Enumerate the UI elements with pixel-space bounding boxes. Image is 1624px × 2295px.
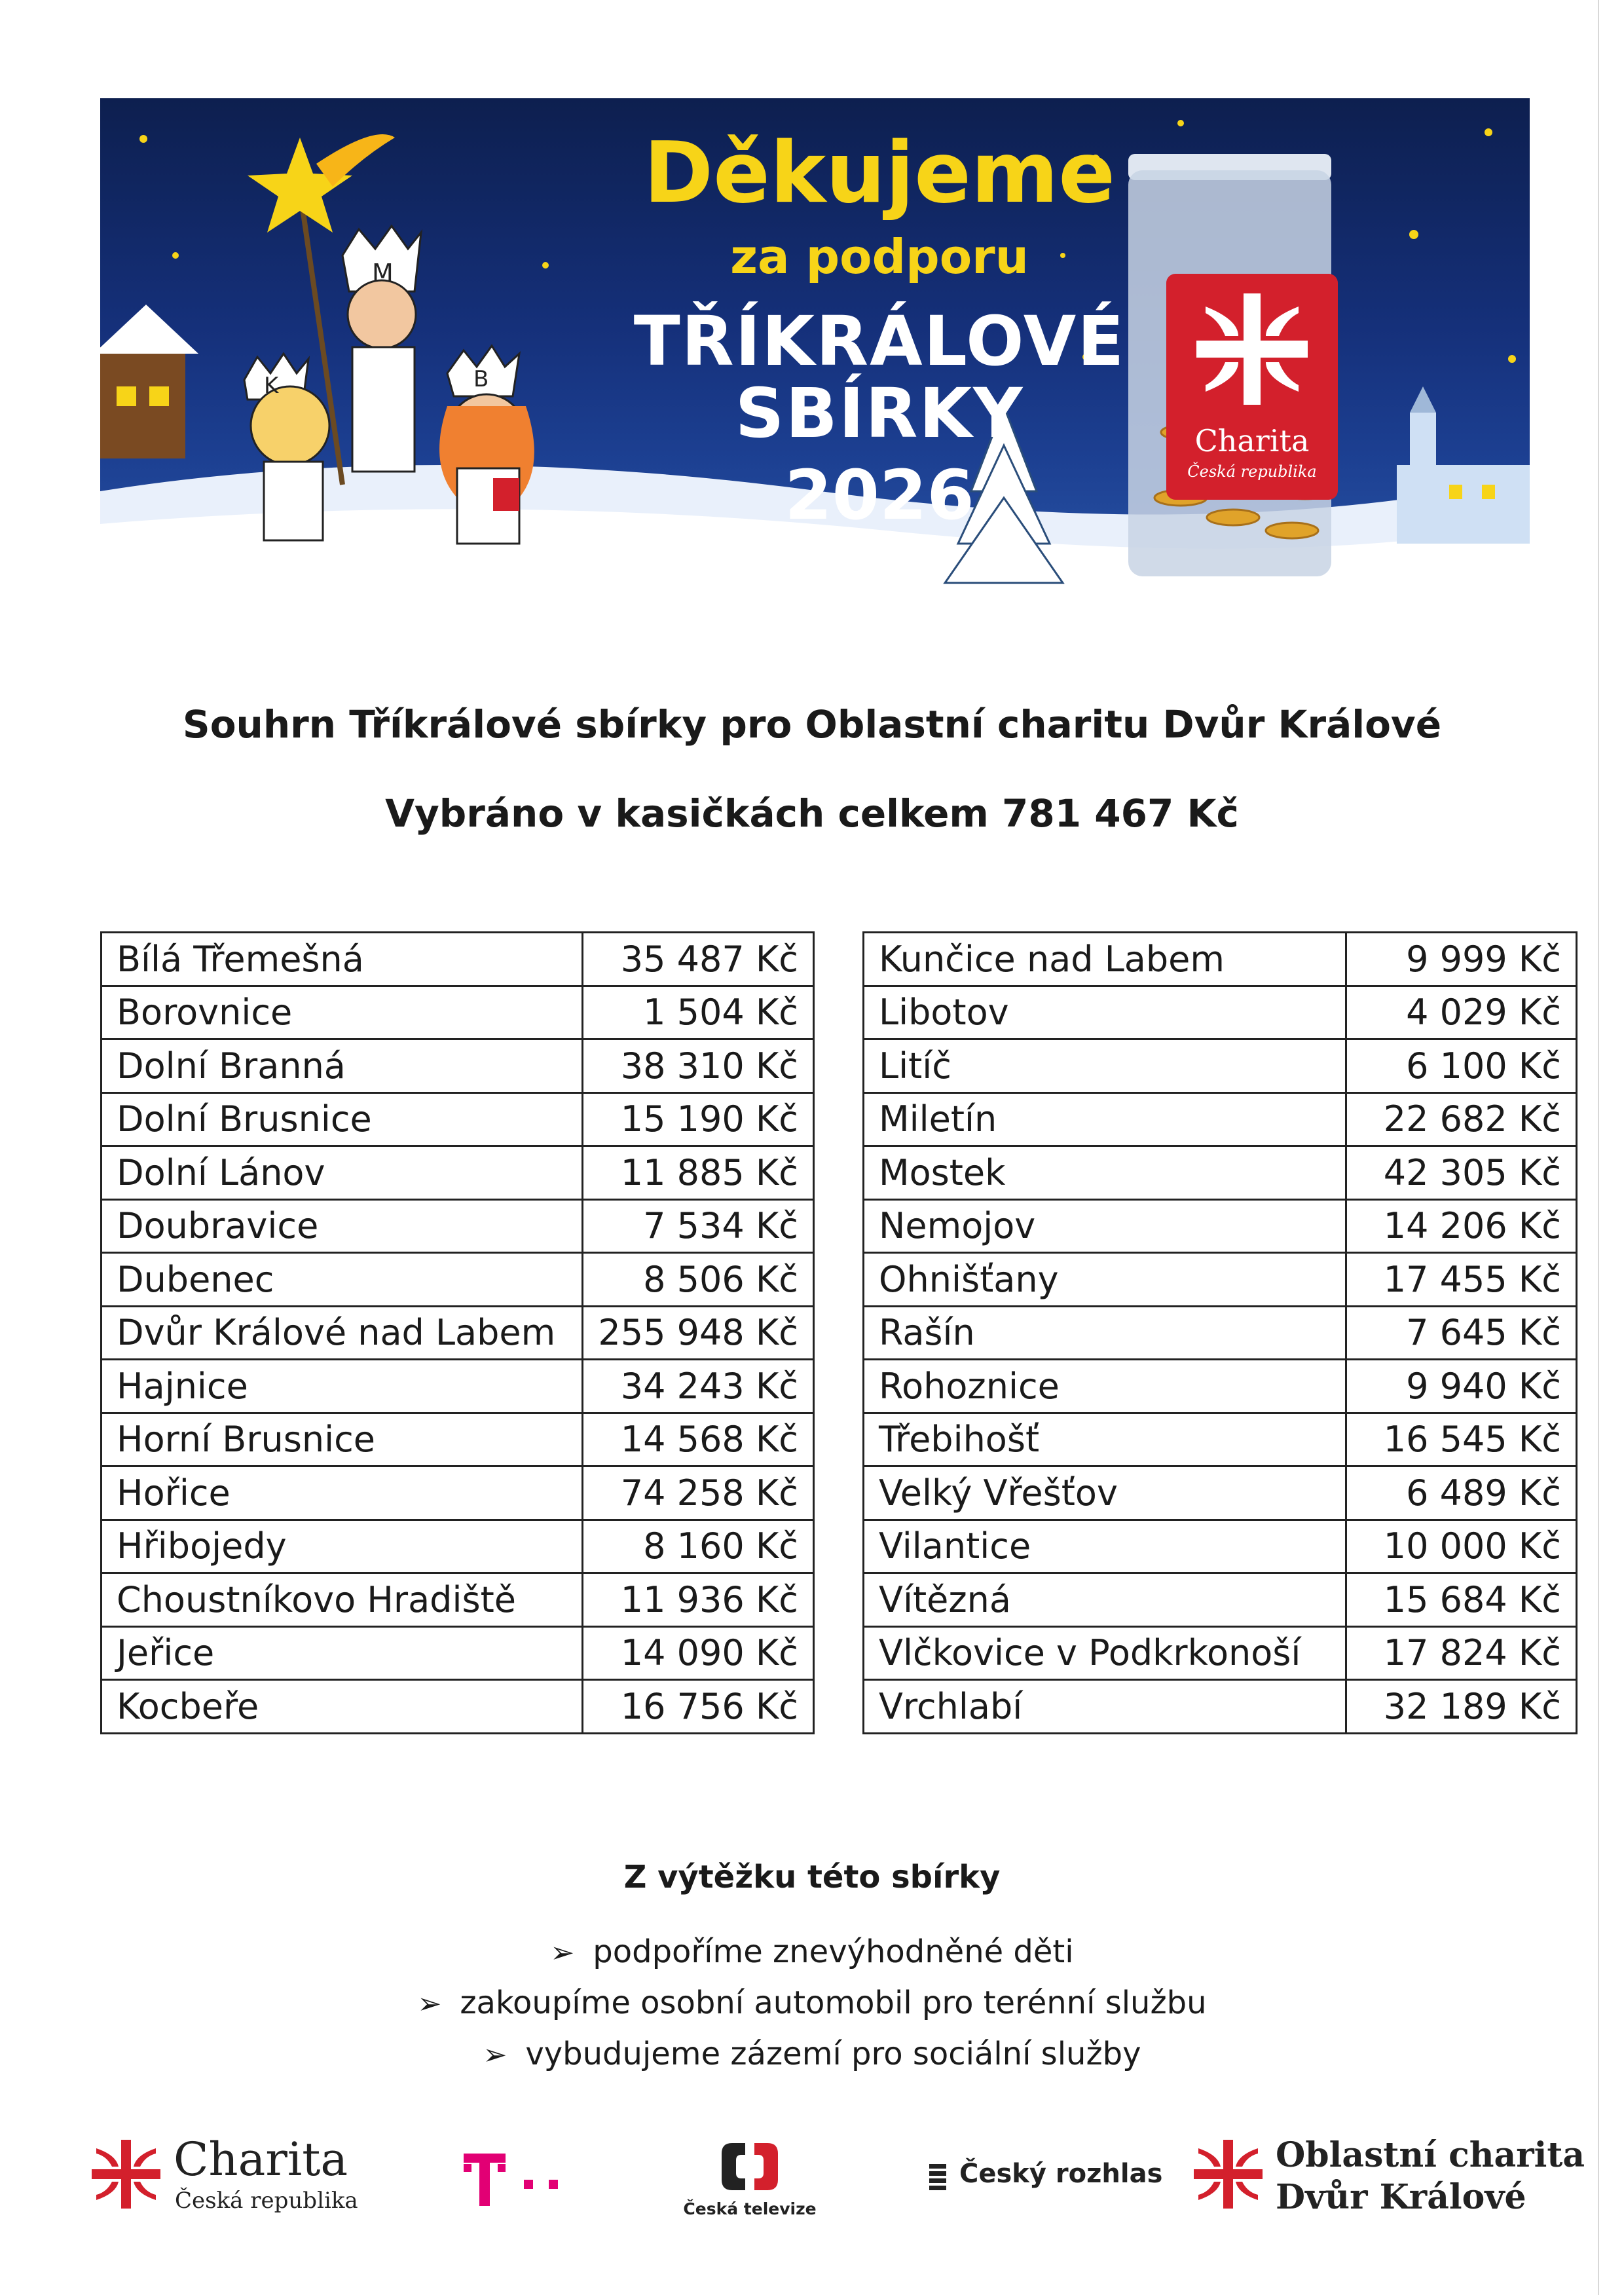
table-row [864, 1520, 1577, 1573]
table-row [101, 1199, 814, 1253]
telekom-t-icon [458, 2142, 576, 2214]
list-item-text: zakoupíme osobní automobil pro terénní službu [460, 1985, 1207, 2021]
place-amount: 16 545 Kč [1346, 1413, 1577, 1466]
village-church [1397, 386, 1530, 544]
place-amount: 6 100 Kč [1346, 1039, 1577, 1093]
table-row [864, 1199, 1577, 1253]
place-amount: 15 684 Kč [1346, 1573, 1577, 1627]
place-name: Hajnice [101, 1360, 583, 1413]
charita-cross-icon [1166, 274, 1338, 418]
place-amount: 15 190 Kč [583, 1092, 814, 1146]
table-row [864, 1466, 1577, 1520]
page-title: Souhrn Tříkrálové sbírky pro Oblastní charitu Dvůr Králové [182, 702, 1442, 747]
place-name: Dolní Branná [101, 1039, 583, 1093]
place-amount: 6 489 Kč [1346, 1466, 1577, 1520]
charita-cross-icon [88, 2136, 164, 2212]
place-amount: 11 936 Kč [583, 1573, 814, 1627]
place-name: Libotov [864, 986, 1346, 1039]
place-name: Dolní Brusnice [101, 1092, 583, 1146]
jar-sub: Česká republika [1187, 462, 1317, 481]
donations-table-left [100, 931, 815, 1734]
occ-line2: Dvůr Králové [1276, 2177, 1526, 2217]
list-item [0, 1933, 1624, 1970]
arrow-bullet-icon: ➢ [483, 2038, 507, 2072]
cottage [100, 305, 198, 458]
rozhlas-bars-icon [927, 2155, 953, 2194]
place-name: Rašín [864, 1306, 1346, 1360]
table-row [864, 1413, 1577, 1466]
table-row [101, 1466, 814, 1520]
banner-collection-1: TŘÍKRÁLOVÉ [633, 301, 1126, 381]
place-name: Bílá Třemešná [101, 933, 583, 986]
table-row [864, 1573, 1577, 1627]
table-row [864, 1146, 1577, 1200]
table-row [101, 1626, 814, 1680]
donations-table-right [862, 931, 1578, 1734]
svg-text:B: B [473, 366, 489, 392]
table-row [101, 1039, 814, 1093]
table-row [864, 933, 1577, 986]
place-name: Rohoznice [864, 1360, 1346, 1413]
banner-thanks: Děkujeme [643, 124, 1116, 222]
place-amount: 7 645 Kč [1346, 1306, 1577, 1360]
list-item [0, 1985, 1624, 2021]
place-amount: 14 090 Kč [583, 1626, 814, 1680]
svg-text:K: K [264, 373, 279, 399]
place-amount: 16 756 Kč [583, 1680, 814, 1734]
place-amount: 32 189 Kč [1346, 1680, 1577, 1734]
place-name: Vrchlabí [864, 1680, 1346, 1734]
banner-support: za podporu [730, 229, 1029, 284]
place-amount: 34 243 Kč [583, 1360, 814, 1413]
oblastni-charita-logo [1190, 2135, 1585, 2222]
table-row [101, 1360, 814, 1413]
place-amount: 17 824 Kč [1346, 1626, 1577, 1680]
place-amount: 35 487 Kč [583, 933, 814, 986]
place-amount: 8 506 Kč [583, 1253, 814, 1307]
table-row [101, 1520, 814, 1573]
charita-cr-logo [88, 2133, 363, 2215]
ct-icon [681, 2136, 819, 2197]
occ-line1: Oblastní charita [1276, 2135, 1585, 2175]
place-name: Dubenec [101, 1253, 583, 1307]
place-name: Jeřice [101, 1626, 583, 1680]
place-name: Velký Vřešťov [864, 1466, 1346, 1520]
list-item [0, 2036, 1624, 2072]
banner-year: 2026 [784, 455, 974, 535]
place-name: Třebihošť [864, 1413, 1346, 1466]
place-name: Miletín [864, 1092, 1346, 1146]
place-name: Choustníkovo Hradiště [101, 1573, 583, 1627]
place-name: Borovnice [101, 986, 583, 1039]
place-amount: 9 940 Kč [1346, 1360, 1577, 1413]
total-collected: Vybráno v kasičkách celkem 781 467 Kč [385, 791, 1239, 836]
telekom-logo [458, 2142, 576, 2214]
place-amount: 14 206 Kč [1346, 1199, 1577, 1253]
table-row [101, 1253, 814, 1307]
place-amount: 22 682 Kč [1346, 1092, 1577, 1146]
place-amount: 255 948 Kč [583, 1306, 814, 1360]
place-name: Kunčice nad Labem [864, 933, 1346, 986]
thank-you-banner [100, 98, 1530, 606]
table-row [864, 1306, 1577, 1360]
place-name: Hřibojedy [101, 1520, 583, 1573]
table-row [101, 1573, 814, 1627]
place-name: Vilantice [864, 1520, 1346, 1573]
table-row [101, 1306, 814, 1360]
banner-collection-2: SBÍRKY [735, 373, 1024, 453]
place-name: Vítězná [864, 1573, 1346, 1627]
table-row [864, 1360, 1577, 1413]
table-row [864, 1626, 1577, 1680]
ct-word: Česká televize [683, 2199, 817, 2218]
list-item-text: podpoříme znevýhodněné děti [593, 1933, 1074, 1970]
place-amount: 42 305 Kč [1346, 1146, 1577, 1200]
place-name: Vlčkovice v Podkrkonoší [864, 1626, 1346, 1680]
table-row [101, 1680, 814, 1734]
table-row [864, 1039, 1577, 1093]
table-row [101, 986, 814, 1039]
svg-text:M: M [372, 259, 394, 288]
place-name: Hořice [101, 1466, 583, 1520]
charita-word: Charita [174, 2133, 348, 2186]
jar-brand: Charita [1194, 423, 1310, 458]
place-amount: 7 534 Kč [583, 1199, 814, 1253]
table-row [101, 933, 814, 986]
arrow-bullet-icon: ➢ [417, 1987, 442, 2021]
place-amount: 4 029 Kč [1346, 986, 1577, 1039]
ceska-televize-logo [681, 2136, 819, 2228]
place-amount: 1 504 Kč [583, 986, 814, 1039]
place-amount: 14 568 Kč [583, 1413, 814, 1466]
proceeds-title: Z výtěžku této sbírky [623, 1859, 1001, 1895]
place-amount: 74 258 Kč [583, 1466, 814, 1520]
list-item-text: vybudujeme zázemí pro sociální služby [525, 2036, 1141, 2072]
place-name: Dvůr Králové nad Labem [101, 1306, 583, 1360]
place-name: Ohnišťany [864, 1253, 1346, 1307]
cesky-rozhlas-logo [927, 2155, 1163, 2201]
cr-word: Český rozhlas [959, 2159, 1163, 2189]
table-row [101, 1146, 814, 1200]
place-amount: 9 999 Kč [1346, 933, 1577, 986]
place-name: Dolní Lánov [101, 1146, 583, 1200]
charita-sub: Česká republika [175, 2188, 358, 2214]
jar-charita-label [1166, 274, 1338, 500]
place-name: Mostek [864, 1146, 1346, 1200]
place-name: Horní Brusnice [101, 1413, 583, 1466]
place-amount: 8 160 Kč [583, 1520, 814, 1573]
place-name: Nemojov [864, 1199, 1346, 1253]
table-row [101, 1413, 814, 1466]
table-row [864, 1092, 1577, 1146]
table-row [101, 1092, 814, 1146]
table-row [864, 986, 1577, 1039]
place-amount: 11 885 Kč [583, 1146, 814, 1200]
place-name: Doubravice [101, 1199, 583, 1253]
place-name: Kocbeře [101, 1680, 583, 1734]
place-amount: 10 000 Kč [1346, 1520, 1577, 1573]
table-row [864, 1680, 1577, 1734]
place-name: Litíč [864, 1039, 1346, 1093]
charita-cross-icon [1190, 2136, 1266, 2212]
place-amount: 17 455 Kč [1346, 1253, 1577, 1307]
table-row [864, 1253, 1577, 1307]
place-amount: 38 310 Kč [583, 1039, 814, 1093]
arrow-bullet-icon: ➢ [550, 1936, 575, 1969]
